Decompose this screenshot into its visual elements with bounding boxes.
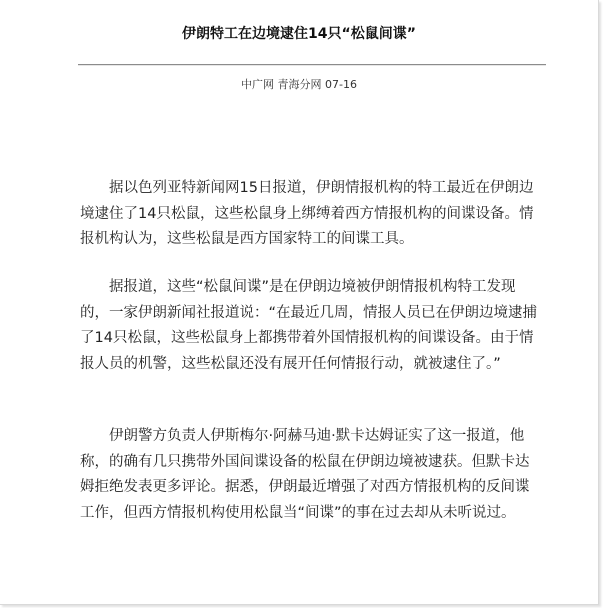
article-paragraph-1: 据以色列亚特新闻网15日报道，伊朗情报机构的特工最近在伊朗边境逮住了14只松鼠，这些松鼠身上绑缚着西方情报机构的间谍设备。情报机构认为，这些松鼠是西方国家特工的间谍工具。 [80,180,534,247]
publish-date: 07-16 [325,78,357,91]
article-paragraph-2: 据报道，这些“松鼠间谍”是在伊朗边境被伊朗情报机构特工发现的，一家伊朗新闻社报道说：“在最近几周，情报人员已在伊朗边境逮捕了14只松鼠，这些松鼠身上都携带着外国情报机构的间谍设备。由于情报人员的机警，这些松鼠还没有展开任何情报行动，就被逮住了。” [80,279,538,372]
article-title: 伊朗特工在边境逮住14只“松鼠间谍” [182,26,416,42]
article-meta [0,78,598,92]
article-paragraph-3: 伊朗警方负责人伊斯梅尔·阿赫马迪·默卡达姆证实了这一报道，他称，的确有几只携带外国间谍设备的松鼠在伊朗边境被逮获。但默卡达姆拒绝发表更多评论。据悉，伊朗最近增强了对西方情报机构的反间谍工作，但西方情报机构使用松鼠当“间谍”的事在过去却从未听说过。 [80,428,530,521]
source-branch: 青海分网 [277,78,322,91]
source-name: 中广网 [241,78,275,91]
title-divider [78,64,546,66]
